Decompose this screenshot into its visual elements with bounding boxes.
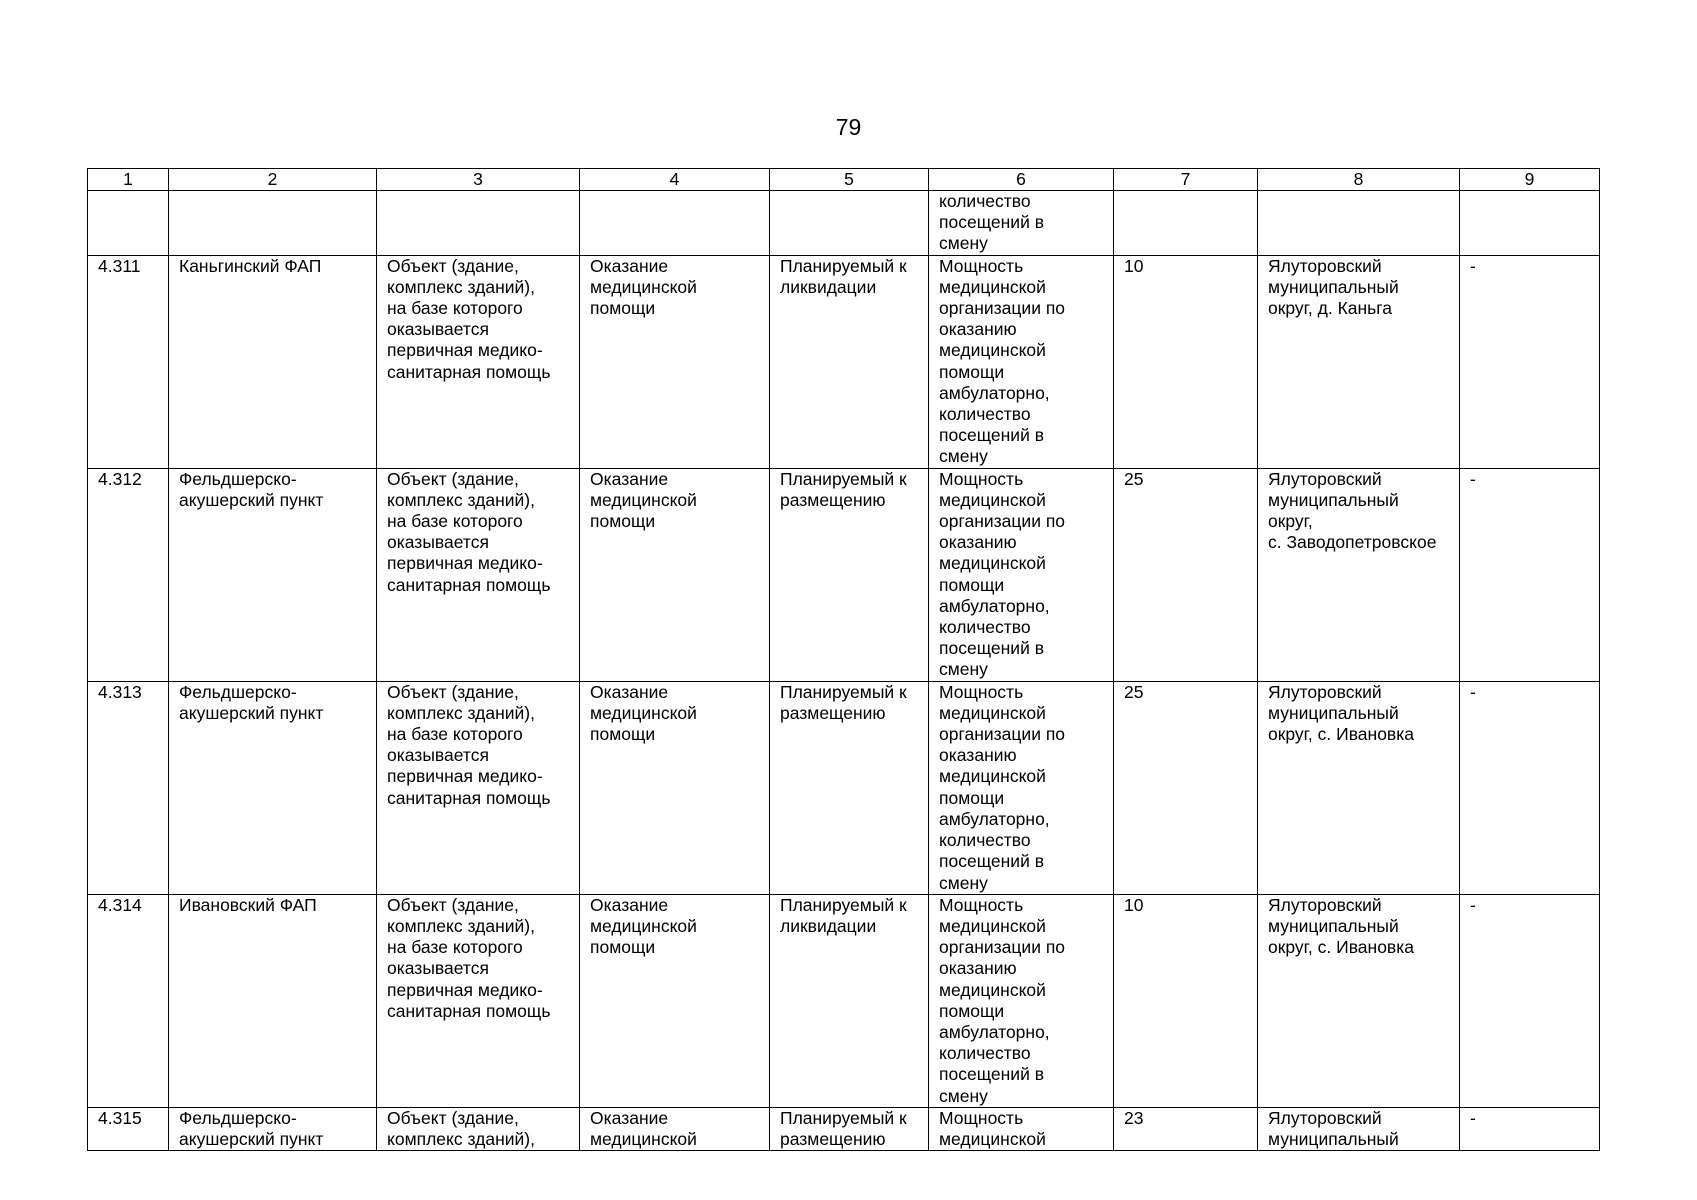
cell-name: Фельдшерско- акушерский пункт	[169, 468, 377, 681]
cell-value: 23	[1114, 1107, 1258, 1150]
cell-characteristic: Мощность медицинской организации по оказанию медицинской помощи амбулаторно, количество посещений в смену	[929, 681, 1114, 894]
cell-purpose: Оказание медицинской помощи	[580, 681, 770, 894]
cell-purpose: Оказание медицинской	[580, 1107, 770, 1150]
cell-purpose: Оказание медицинской помощи	[580, 468, 770, 681]
cell-number: 4.311	[88, 255, 169, 468]
cell-location	[1258, 191, 1460, 256]
cell-characteristic: количество посещений в смену	[929, 191, 1114, 256]
header-row	[88, 169, 1600, 191]
cell-status	[770, 191, 929, 256]
cell-type: Объект (здание, комплекс зданий), на базе которого оказывается первичная медико- санитарная помощь	[377, 894, 580, 1107]
cell-zone: -	[1460, 255, 1600, 468]
cell-zone: -	[1460, 681, 1600, 894]
registry-table	[87, 168, 1600, 1151]
cell-number: 4.312	[88, 468, 169, 681]
table-row-partial	[88, 1107, 1600, 1150]
cell-status: Планируемый к размещению	[770, 468, 929, 681]
cell-purpose: Оказание медицинской помощи	[580, 894, 770, 1107]
cell-status: Планируемый к размещению	[770, 1107, 929, 1150]
cell-type: Объект (здание, комплекс зданий),	[377, 1107, 580, 1150]
cell-status: Планируемый к размещению	[770, 681, 929, 894]
cell-status: Планируемый к ликвидации	[770, 255, 929, 468]
cell-zone	[1460, 191, 1600, 256]
cell-type: Объект (здание, комплекс зданий), на базе которого оказывается первичная медико- санитарная помощь	[377, 468, 580, 681]
cell-name: Фельдшерско- акушерский пункт	[169, 1107, 377, 1150]
cell-value	[1114, 191, 1258, 256]
cell-zone: -	[1460, 1107, 1600, 1150]
cell-value: 25	[1114, 468, 1258, 681]
cell-value: 10	[1114, 255, 1258, 468]
table-row-continuation	[88, 191, 1600, 256]
column-header: 4	[580, 169, 770, 191]
cell-type: Объект (здание, комплекс зданий), на базе которого оказывается первичная медико- санитарная помощь	[377, 255, 580, 468]
column-header: 2	[169, 169, 377, 191]
table-row	[88, 681, 1600, 894]
cell-location: Ялуторовский муниципальный округ, с. Ивановка	[1258, 894, 1460, 1107]
cell-number: 4.315	[88, 1107, 169, 1150]
cell-location: Ялуторовский муниципальный	[1258, 1107, 1460, 1150]
column-header: 9	[1460, 169, 1600, 191]
column-header: 1	[88, 169, 169, 191]
column-header: 8	[1258, 169, 1460, 191]
cell-type: Объект (здание, комплекс зданий), на базе которого оказывается первичная медико- санитарная помощь	[377, 681, 580, 894]
cell-characteristic: Мощность медицинской организации по оказанию медицинской помощи амбулаторно, количество посещений в смену	[929, 468, 1114, 681]
cell-name: Ивановский ФАП	[169, 894, 377, 1107]
cell-type	[377, 191, 580, 256]
cell-location: Ялуторовский муниципальный округ, с. Ивановка	[1258, 681, 1460, 894]
table-row	[88, 255, 1600, 468]
cell-number: 4.313	[88, 681, 169, 894]
cell-value: 25	[1114, 681, 1258, 894]
column-header: 6	[929, 169, 1114, 191]
cell-purpose	[580, 191, 770, 256]
cell-name: Фельдшерско- акушерский пункт	[169, 681, 377, 894]
cell-status: Планируемый к ликвидации	[770, 894, 929, 1107]
cell-value: 10	[1114, 894, 1258, 1107]
cell-characteristic: Мощность медицинской организации по оказанию медицинской помощи амбулаторно, количество посещений в смену	[929, 894, 1114, 1107]
cell-purpose: Оказание медицинской помощи	[580, 255, 770, 468]
column-header: 3	[377, 169, 580, 191]
column-header: 5	[770, 169, 929, 191]
cell-characteristic: Мощность медицинской	[929, 1107, 1114, 1150]
page-number: 79	[835, 114, 862, 140]
cell-name	[169, 191, 377, 256]
column-header: 7	[1114, 169, 1258, 191]
cell-name: Каньгинский ФАП	[169, 255, 377, 468]
cell-zone: -	[1460, 468, 1600, 681]
table-row	[88, 468, 1600, 681]
table-row	[88, 894, 1600, 1107]
cell-location: Ялуторовский муниципальный округ, д. Каньга	[1258, 255, 1460, 468]
cell-characteristic: Мощность медицинской организации по оказанию медицинской помощи амбулаторно, количество посещений в смену	[929, 255, 1114, 468]
cell-number	[88, 191, 169, 256]
cell-location: Ялуторовский муниципальный округ, с. Заводопетровское	[1258, 468, 1460, 681]
cell-number: 4.314	[88, 894, 169, 1107]
cell-zone: -	[1460, 894, 1600, 1107]
